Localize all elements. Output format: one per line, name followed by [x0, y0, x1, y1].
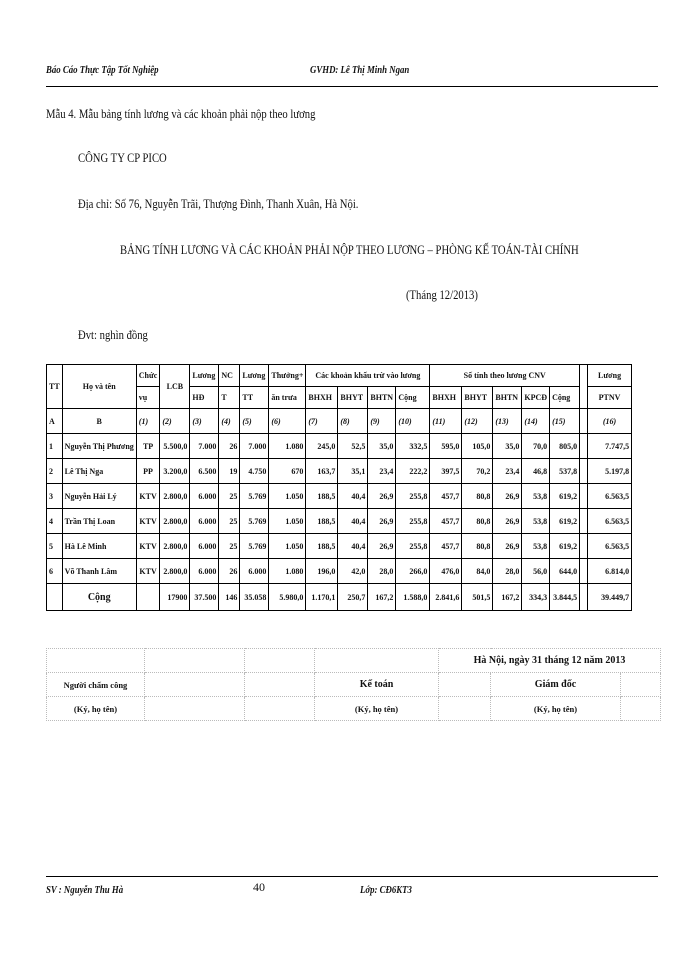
- table-cell: KTV: [136, 534, 160, 559]
- col-role: Chức: [136, 365, 160, 387]
- col-d-total: Cộng: [396, 387, 430, 409]
- table-cell: 23,4: [368, 459, 396, 484]
- table-cell: 6.000: [190, 559, 219, 584]
- table-cell: 6.000: [190, 484, 219, 509]
- col-d-bhyt: BHYT: [338, 387, 368, 409]
- col-contract-salary-2: HĐ: [190, 387, 219, 409]
- table-cell: 6.814,0: [588, 559, 632, 584]
- table-cell: 2.800,0: [160, 509, 190, 534]
- table-cell: 3.200,0: [160, 459, 190, 484]
- table-row: [47, 534, 632, 559]
- table-cell: 6.563,5: [588, 509, 632, 534]
- table-cell: Hà Lê Minh: [62, 534, 136, 559]
- col-contract-salary: Lương: [190, 365, 219, 387]
- total-row: [47, 584, 632, 611]
- table-cell: 35,0: [368, 434, 396, 459]
- table-cell: 25: [219, 534, 240, 559]
- header-rule: [46, 86, 658, 87]
- table-cell: 5.769: [240, 509, 269, 534]
- idx-cell: (16): [588, 409, 632, 434]
- table-cell: 2.800,0: [160, 534, 190, 559]
- sig-blank: [439, 673, 491, 697]
- table-cell: 457,7: [430, 509, 462, 534]
- table-cell: 188,5: [306, 484, 338, 509]
- table-cell: 52,5: [338, 434, 368, 459]
- table-row: [47, 559, 632, 584]
- company-name: CÔNG TY CP PICO: [78, 150, 167, 165]
- table-cell: 80,8: [462, 484, 493, 509]
- sign-hint-3: (Ký, họ tên): [491, 697, 621, 721]
- col-workdays-2: T: [219, 387, 240, 409]
- table-cell: 70,0: [522, 434, 550, 459]
- table-cell: 537,8: [550, 459, 580, 484]
- table-cell: 6.563,5: [588, 484, 632, 509]
- idx-cell: [580, 409, 588, 434]
- table-cell: 245,0: [306, 434, 338, 459]
- table-cell: 26,9: [368, 509, 396, 534]
- sig-blank: [315, 649, 439, 673]
- signer-role-row: [47, 673, 661, 697]
- table-cell: 40,4: [338, 534, 368, 559]
- class-name: Lớp: CĐ6KT3: [360, 884, 412, 896]
- idx-cell: (2): [160, 409, 190, 434]
- column-index-row: [47, 409, 632, 434]
- total-cell: 146: [219, 584, 240, 611]
- table-cell: 457,7: [430, 484, 462, 509]
- col-s-kpcd: KPCĐ: [522, 387, 550, 409]
- table-cell: Lê Thị Nga: [62, 459, 136, 484]
- salary-table: [46, 364, 632, 611]
- table-cell: 80,8: [462, 534, 493, 559]
- col-group-deductions: Các khoản khấu trừ vào lương: [306, 365, 430, 387]
- table-cell: 1.050: [269, 484, 306, 509]
- col-lcb: LCB: [160, 365, 190, 409]
- table-cell: KTV: [136, 559, 160, 584]
- col-name: Họ và tên: [62, 365, 136, 409]
- idx-cell: (4): [219, 409, 240, 434]
- idx-cell: (1): [136, 409, 160, 434]
- table-cell: 6.500: [190, 459, 219, 484]
- table-cell: 26,9: [368, 484, 396, 509]
- col-net: Lương: [588, 365, 632, 387]
- date-row: [47, 649, 661, 673]
- table-cell: 25: [219, 509, 240, 534]
- idx-cell: (8): [338, 409, 368, 434]
- table-cell: 4.750: [240, 459, 269, 484]
- total-cell: 5.980,0: [269, 584, 306, 611]
- table-cell: KTV: [136, 509, 160, 534]
- table-cell: 53,8: [522, 534, 550, 559]
- table-row: [47, 434, 632, 459]
- table-cell: 35,0: [493, 434, 522, 459]
- idx-cell: (5): [240, 409, 269, 434]
- idx-cell: (6): [269, 409, 306, 434]
- idx-cell: (14): [522, 409, 550, 434]
- table-cell: 266,0: [396, 559, 430, 584]
- total-cell: 3.844,5: [550, 584, 580, 611]
- sample-caption: Mẫu 4. Mẫu bảng tính lương và các khoản phải nộp theo lương: [46, 106, 316, 121]
- table-row: [47, 484, 632, 509]
- table-cell: TP: [136, 434, 160, 459]
- col-tt: TT: [47, 365, 63, 409]
- signature-table: [46, 648, 661, 721]
- table-cell: Trần Thị Loan: [62, 509, 136, 534]
- idx-cell: (12): [462, 409, 493, 434]
- table-cell: Nguyễn Hải Lý: [62, 484, 136, 509]
- table-cell: 1.080: [269, 434, 306, 459]
- employee-rows: [47, 434, 632, 584]
- table-cell: 1.050: [269, 509, 306, 534]
- sig-blank: [439, 697, 491, 721]
- col-actual-salary: Lương: [240, 365, 269, 387]
- total-cell: 501,5: [462, 584, 493, 611]
- table-cell: 26,9: [493, 509, 522, 534]
- total-cell: 35.058: [240, 584, 269, 611]
- table-cell: 2.800,0: [160, 559, 190, 584]
- table-cell: 6.000: [190, 534, 219, 559]
- total-cell: 39.449,7: [588, 584, 632, 611]
- table-cell: 23,4: [493, 459, 522, 484]
- col-actual-salary-2: TT: [240, 387, 269, 409]
- table-cell: PP: [136, 459, 160, 484]
- spacer-cell: [580, 365, 588, 409]
- table-cell: 53,8: [522, 484, 550, 509]
- table-header-row-1: [47, 365, 632, 387]
- total-cell: 167,2: [368, 584, 396, 611]
- table-cell: 6.000: [190, 509, 219, 534]
- role-timekeeper: Người chấm công: [47, 673, 145, 697]
- advisor-header: GVHD: Lê Thị Minh Ngan: [310, 64, 410, 76]
- table-cell: 56,0: [522, 559, 550, 584]
- table-cell: 163,7: [306, 459, 338, 484]
- table-cell: 332,5: [396, 434, 430, 459]
- sig-blank: [621, 673, 661, 697]
- table-cell: 7.747,5: [588, 434, 632, 459]
- table-cell: Võ Thanh Lâm: [62, 559, 136, 584]
- table-cell: 1.050: [269, 534, 306, 559]
- table-cell: 457,7: [430, 534, 462, 559]
- idx-cell: (15): [550, 409, 580, 434]
- col-role-2: vụ: [136, 387, 160, 409]
- table-cell: 619,2: [550, 509, 580, 534]
- table-cell: 2: [47, 459, 63, 484]
- table-cell: 397,5: [430, 459, 462, 484]
- spacer-cell: [580, 459, 588, 484]
- col-s-total: Cộng: [550, 387, 580, 409]
- table-cell: 255,8: [396, 534, 430, 559]
- total-cell: 167,2: [493, 584, 522, 611]
- table-cell: 42,0: [338, 559, 368, 584]
- spacer-cell: [580, 534, 588, 559]
- table-cell: 6: [47, 559, 63, 584]
- company-address: Địa chỉ: Số 76, Nguyễn Trãi, Thượng Đình, Thanh Xuân, Hà Nội.: [78, 196, 359, 211]
- sign-hint-row: [47, 697, 661, 721]
- sig-blank: [47, 649, 145, 673]
- table-cell: 255,8: [396, 484, 430, 509]
- total-cell: 250,7: [338, 584, 368, 611]
- sig-blank: [145, 697, 245, 721]
- table-cell: KTV: [136, 484, 160, 509]
- spacer-cell: [580, 484, 588, 509]
- table-cell: 1: [47, 434, 63, 459]
- sig-blank: [245, 673, 315, 697]
- table-cell: 5.769: [240, 534, 269, 559]
- total-blank: [136, 584, 160, 611]
- table-cell: Nguyễn Thị Phương: [62, 434, 136, 459]
- table-cell: 5.500,0: [160, 434, 190, 459]
- spacer-cell: [580, 509, 588, 534]
- role-director: Giám đốc: [491, 673, 621, 697]
- table-cell: 26,9: [493, 534, 522, 559]
- sign-hint-2: (Ký, họ tên): [315, 697, 439, 721]
- table-cell: 670: [269, 459, 306, 484]
- table-cell: 4: [47, 509, 63, 534]
- spacer-cell: [580, 434, 588, 459]
- col-d-bhxh: BHXH: [306, 387, 338, 409]
- table-cell: 28,0: [493, 559, 522, 584]
- total-cell: 2.841,6: [430, 584, 462, 611]
- table-cell: 80,8: [462, 509, 493, 534]
- currency-unit: Đvt: nghìn đồng: [78, 327, 148, 342]
- table-cell: 196,0: [306, 559, 338, 584]
- table-cell: 40,4: [338, 484, 368, 509]
- table-cell: 619,2: [550, 484, 580, 509]
- table-cell: 3: [47, 484, 63, 509]
- col-s-bhtn: BHTN: [493, 387, 522, 409]
- col-workdays: NC: [219, 365, 240, 387]
- table-cell: 28,0: [368, 559, 396, 584]
- sig-blank: [621, 697, 661, 721]
- col-group-employer: Số tính theo lương CNV: [430, 365, 580, 387]
- table-cell: 53,8: [522, 509, 550, 534]
- idx-cell: (10): [396, 409, 430, 434]
- table-cell: 26: [219, 434, 240, 459]
- col-d-bhtn: BHTN: [368, 387, 396, 409]
- table-cell: 188,5: [306, 509, 338, 534]
- idx-cell: A: [47, 409, 63, 434]
- sig-blank: [245, 649, 315, 673]
- table-cell: 6.000: [240, 559, 269, 584]
- col-s-bhyt: BHYT: [462, 387, 493, 409]
- sheet-title: BẢNG TÍNH LƯƠNG VÀ CÁC KHOẢN PHẢI NỘP THEO LƯƠNG – PHÒNG KẾ TOÁN-TÀI CHÍNH: [120, 242, 579, 257]
- table-cell: 5.769: [240, 484, 269, 509]
- table-cell: 222,2: [396, 459, 430, 484]
- idx-cell: (9): [368, 409, 396, 434]
- total-blank: [580, 584, 588, 611]
- table-cell: 26,9: [493, 484, 522, 509]
- table-cell: 595,0: [430, 434, 462, 459]
- role-accountant: Kế toán: [315, 673, 439, 697]
- table-row: [47, 459, 632, 484]
- table-cell: 46,8: [522, 459, 550, 484]
- sig-blank: [145, 673, 245, 697]
- sig-blank: [145, 649, 245, 673]
- table-row: [47, 509, 632, 534]
- table-cell: 19: [219, 459, 240, 484]
- sign-hint-1: (Ký, họ tên): [47, 697, 145, 721]
- total-blank: [47, 584, 63, 611]
- spacer-cell: [580, 559, 588, 584]
- sheet-period: (Tháng 12/2013): [406, 287, 478, 302]
- table-cell: 1.080: [269, 559, 306, 584]
- idx-cell: (13): [493, 409, 522, 434]
- table-cell: 255,8: [396, 509, 430, 534]
- table-cell: 7.000: [240, 434, 269, 459]
- table-cell: 7.000: [190, 434, 219, 459]
- table-cell: 805,0: [550, 434, 580, 459]
- table-cell: 84,0: [462, 559, 493, 584]
- table-cell: 105,0: [462, 434, 493, 459]
- table-cell: 644,0: [550, 559, 580, 584]
- total-cell: 1.588,0: [396, 584, 430, 611]
- table-cell: 6.563,5: [588, 534, 632, 559]
- idx-cell: B: [62, 409, 136, 434]
- idx-cell: (11): [430, 409, 462, 434]
- student-name: SV : Nguyễn Thu Hà: [46, 884, 124, 896]
- col-net-2: PTNV: [588, 387, 632, 409]
- table-cell: 188,5: [306, 534, 338, 559]
- col-s-bhxh: BHXH: [430, 387, 462, 409]
- table-cell: 5: [47, 534, 63, 559]
- table-cell: 26,9: [368, 534, 396, 559]
- table-cell: 25: [219, 484, 240, 509]
- total-cell: 37.500: [190, 584, 219, 611]
- signing-date: Hà Nội, ngày 31 tháng 12 năm 2013: [439, 649, 661, 673]
- table-cell: 26: [219, 559, 240, 584]
- page-number: 40: [253, 880, 265, 894]
- table-cell: 619,2: [550, 534, 580, 559]
- col-bonus-2: ăn trưa: [269, 387, 306, 409]
- table-cell: 35,1: [338, 459, 368, 484]
- total-cell: 1.170,1: [306, 584, 338, 611]
- total-cell: 17900: [160, 584, 190, 611]
- table-cell: 70,2: [462, 459, 493, 484]
- table-cell: 5.197,8: [588, 459, 632, 484]
- table-cell: 40,4: [338, 509, 368, 534]
- table-cell: 2.800,0: [160, 484, 190, 509]
- idx-cell: (7): [306, 409, 338, 434]
- idx-cell: (3): [190, 409, 219, 434]
- report-title-header: Báo Cáo Thực Tập Tốt Nghiệp: [46, 64, 159, 76]
- total-label: Cộng: [62, 584, 136, 611]
- col-bonus: Thưởng+: [269, 365, 306, 387]
- total-cell: 334,3: [522, 584, 550, 611]
- sig-blank: [245, 697, 315, 721]
- footer-rule: [46, 876, 658, 877]
- table-cell: 476,0: [430, 559, 462, 584]
